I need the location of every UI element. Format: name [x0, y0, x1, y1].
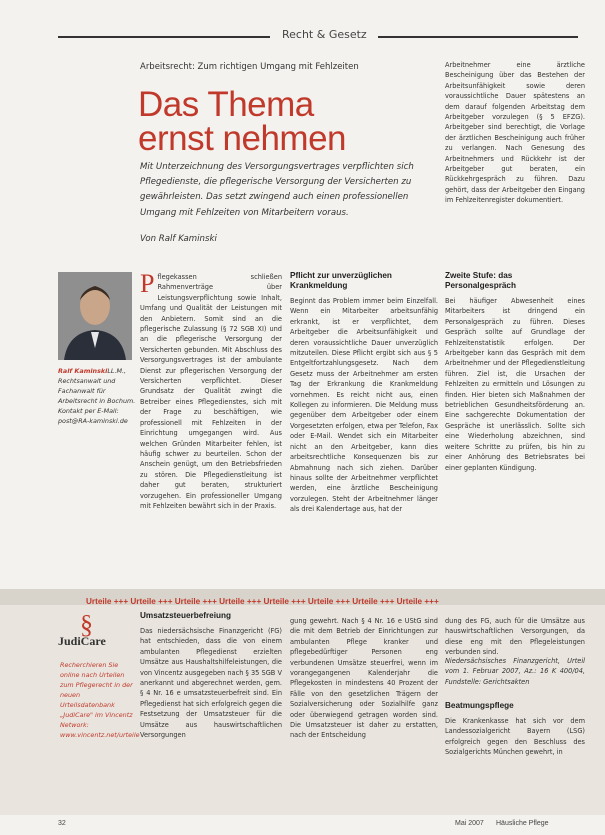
lower-column-3-heading: Beatmungspflege — [445, 701, 514, 710]
magazine-name: Häusliche Pflege — [496, 820, 549, 827]
column-3-upper: Arbeitnehmer eine ärztliche Bescheinigung über das Bestehen der Arbeitsunfähigkeit sowie deren voraussichtliche Dauer spätestens an dem darauf folgenden Arbeitstag dem Arbeitgeber vorzulegen (§ 5 EFZG). Arbeitgeber sind berechtigt, die Vorlage der ärztlichen Bescheinigung auch früher zu verlangen. Nach Genesung des Arbeitnehmers und Rückkehr ist der Arbeitgeber gut beraten, ein Rückkehrgespräch zu führen. Dazu gehört, dass der Arbeitgeber den Eingang im Fehlzeitenregister dokumentiert. — [445, 61, 585, 205]
column-1 — [140, 269, 282, 562]
title-line-1: Das Thema — [138, 85, 314, 124]
drop-cap: P — [140, 269, 155, 298]
lower-column-3-reference: Niedersächsisches Finanzgericht, Urteil vom 1. Februar 2007, Az.: 16 K 400/04, Fundstelle: Gerichtsakten — [445, 657, 585, 686]
lower-column-3: dung des FG, auch für die Umsätze aus hauswirtschaftlichen Versorgungen, da diese eng mit den Pflegeleistungen verbunden sind. — [445, 617, 585, 657]
article-title — [138, 85, 438, 158]
column-3-heading: Zweite Stufe: das Personalgespräch — [445, 271, 516, 290]
judicare-logo — [56, 610, 136, 654]
header-rule-left — [58, 36, 270, 38]
column-1-text: flegekassen schließen Rahmenverträge über Leistungsverpflichtung sowie Inhalt, Umfang und Qualität der Leistungen mit den Anbietern. Somit sind an die pflegerische Zulassung (§ 72 SGB XI) und an die pflegerische Versorgung der Versicherten gebunden. Mit Abschluss des Versorgungsvertrages ist der ambulante Dienst zur pflegerischen Versorgung der Versicherten verpflichtet. Dieser Grundsatz der Qualität zwingt die Betreiber eines Pflegedienstes, sich mit der Frage zu beschäftigen, wie professionell mit Fehlzeiten in der Einrichtung umgegangen wird. Aus welchen Gründen Mitarbeiter fehlen, ist häufig schwer zu beurteilen. Schon der Anschein genügt, um den Betriebsfrieden zu stören. Die Pflegedienstleitung ist daher gut beraten, strukturiert vorzugehen. Ein professioneller Umgang mit Fehlzeiten bewährt sich in der Praxis. — [140, 273, 282, 510]
logo-text: JudiCare — [58, 634, 106, 648]
article-lead: Mit Unterzeichnung des Versorgungsvertrages verpflichten sich Pflegedienste, die pflegerische Versorgung der Versicherten zu gewährleisten. Das setzt zwingend auch einen professionellen Umgang mit Fehlzeiten von Mitarbeitern voraus. — [140, 162, 414, 218]
page-number: 32 — [58, 820, 66, 827]
footer-date: Mai 2007 — [455, 820, 484, 827]
ticker-text: Urteile +++ Urteile +++ Urteile +++ Urteile +++ Urteile +++ Urteile +++ Urteile +++ Urteile +++ — [86, 597, 439, 606]
column-2-heading: Pflicht zur unverzüglichen Krankmeldung — [290, 271, 392, 290]
author-name: Ralf Kaminski — [58, 367, 108, 375]
author-caption — [58, 366, 136, 426]
section-label: Recht & Gesetz — [282, 28, 367, 41]
paragraph-icon: § — [80, 610, 93, 639]
header-rule-right — [378, 36, 578, 38]
author-portrait-icon — [58, 272, 132, 360]
online-research-note: Recherchieren Sie online nach Urteilen zum Pflegerecht in der neuen Urteilsdatenbank „JudiCare" im Vincentz Network: www.vincentz.net/urteile — [60, 661, 140, 739]
lower-column-1-heading: Umsatzsteuerbefreiung — [140, 611, 231, 620]
judgements-ticker — [0, 589, 605, 605]
column-2: Beginnt das Problem immer beim Einzelfall. Wenn ein Mitarbeiter arbeitsunfähig erkrankt, ist er verpflichtet, dem Arbeitgeber die Arbeitsunfähigkeit und deren voraussichtliche Dauer unverzüglich mitzuteilen. Diese Pflicht ergibt sich aus § 5 Entgeltfortzahlungsgesetz. Nach dem Gesetz muss der Arbeitnehmer am ersten Tag der Erkrankung die Krankmeldung vornehmen. Es reicht nicht aus, einen Kollegen zu informieren. Die Meldung muss gegenüber dem Arbeitgeber oder einem Vorgesetzten erfolgen, etwa per Telefon, Fax oder E-Mail. Wendet sich ein Mitarbeiter nicht an den Arbeitgeber, kann dies arbeitsrechtliche Konsequenzen bis zur Abmahnung nach sich ziehen. Darüber hinaus sollte der Arbeitnehmer verpflichtet werden, eine ärztliche Bescheinigung vorzulegen. Steht der Arbeitnehmer länger als drei Kalendertage aus, hat der — [290, 297, 438, 514]
author-caption-text: LL.M., Rechtsanwalt und Fachanwalt für Arbeitsrecht in Bochum. Kontakt per E-Mail: post@RA-kaminski.de — [58, 367, 136, 425]
lower-column-3-text: Die Krankenkasse hat sich vor dem Landessozialgericht Bayern (LSG) erfolgreich gegen den Beschluss des Sozialgerichts München gewehrt, in — [445, 717, 585, 757]
title-line-2: ernst nehmen — [138, 119, 347, 158]
column-3-lower: Bei häufiger Abwesenheit eines Mitarbeiters ist dringend ein Personalgespräch zu führen. Dieses Gespräch sollte auf Grundlage der Fehlzeitenstatistik erfolgen. Der Arbeitgeber kann das Gespräch mit dem Arbeitnehmer und der Pflegedienstleitung führen. Ziel ist, die Ursachen der Fehlzeiten zu ermitteln und Lösungen zu finden. Hier bieten sich Maßnahmen der betrieblichen Gesundheitsförderung an. Eine sachgerechte Dokumentation der Gespräche ist unerlässlich. Sollte sich eine Wiederholung abzeichnen, sind weitere Schritte zu prüfen, bis hin zu einer Anhörung des Betriebsrates bei einer geplanten Kündigung. — [445, 297, 585, 472]
article-byline: Von Ralf Kaminski — [140, 234, 217, 244]
article-kicker: Arbeitsrecht: Zum richtigen Umgang mit Fehlzeiten — [140, 62, 359, 72]
lower-column-1: Das niedersächsische Finanzgericht (FG) hat entschieden, dass die von einem ambulanten Pflegedienst erzielten Umsätze aus Haushaltshilfeleistungen, die von Vincentz ausgegeben nach § 35 SGB V anerkannt und abgerechnet werden, gem. § 4 Nr. 16 e umsatzsteuerbefreit sind. Ein Pflegedienst hat sich erfolgreich gegen die Festsetzung der Umsatzsteuer für die Umsätze aus hauswirtschaftlichen Versorgungen — [140, 627, 282, 740]
author-photo — [58, 272, 132, 360]
lower-column-2: gung gewehrt. Nach § 4 Nr. 16 e UStG sind die mit dem Betrieb der Einrichtungen zur ambulanten Pflege kranker und pflegebedürftiger Personen eng verbundenen Umsätze steuerfrei, wenn im vorangegangenen Kalenderjahr die Pflegekosten in mindestens 40 Prozent der Fälle von den gesetzlichen Trägern der Sozialversicherung oder Sozialhilfe ganz oder überwiegend getragen worden sind. Die Umsatzsteuer ist daher zu erstatten, nach der Entscheidung — [290, 617, 438, 740]
